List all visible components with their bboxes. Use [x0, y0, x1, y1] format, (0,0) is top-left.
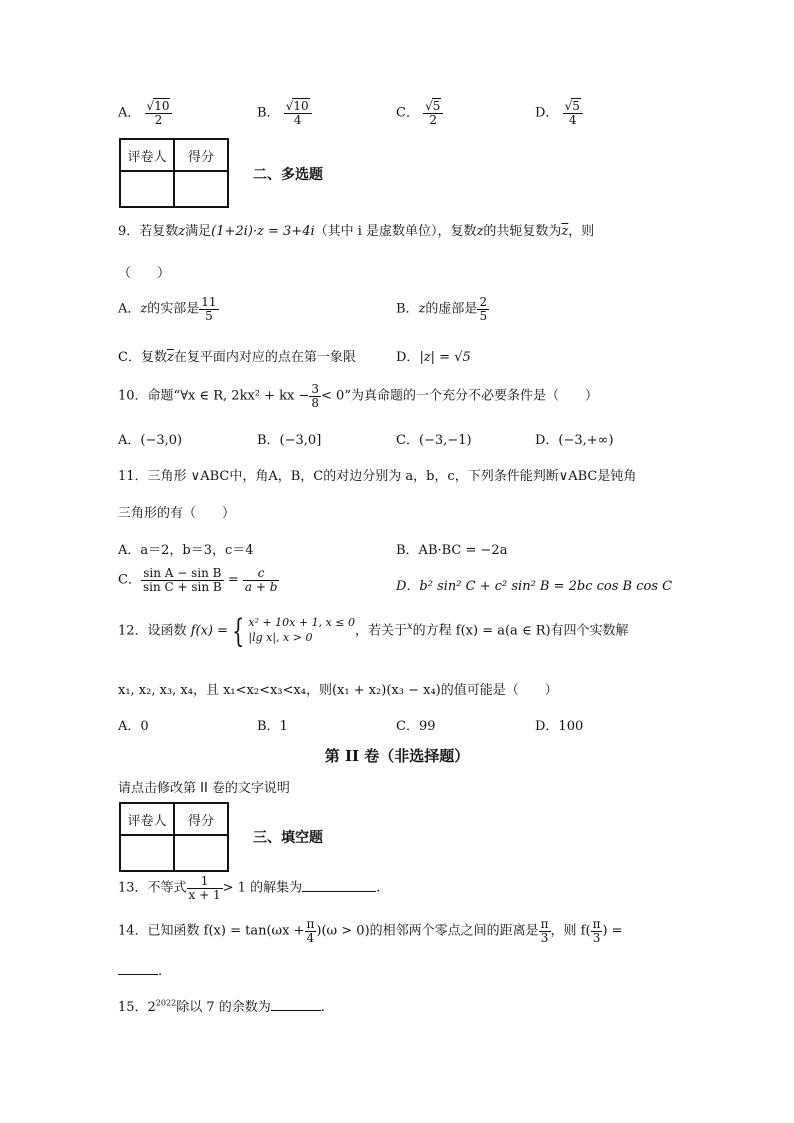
frac-denominator: 3: [540, 930, 549, 945]
exponent: 2022: [155, 998, 177, 1008]
question-13: [118, 875, 380, 901]
text: 9．若复数: [118, 224, 179, 239]
fraction: [141, 567, 224, 593]
question-11-line1: 11．三角形 ∨ABC中，角A，B，C的对边分别为 a，b，c，下列条件能判断∨ABC是钝角: [118, 469, 637, 484]
text: 在复平面内对应的点在第一象限: [173, 350, 356, 365]
answer-blank[interactable]: [271, 998, 321, 1011]
frac-numerator: 5: [432, 99, 441, 113]
frac-numerator: 5: [572, 99, 580, 113]
q11-option-b: B．AB·BC = −2a: [396, 543, 508, 558]
var-z: z: [418, 301, 426, 317]
option-label: D．: [535, 105, 559, 121]
fraction: $\frac{√5}{2}$: [423, 100, 443, 126]
piecewise-cases: [248, 616, 355, 646]
q10-option-b: B．(−3,0]: [257, 433, 322, 448]
question-11-line2: 三角形的有（ ）: [118, 506, 236, 521]
section-title-fill-in: 三、填空题: [253, 830, 323, 846]
text: 10．命题“∀x ∈ R, 2kx² + kx −: [118, 388, 310, 404]
score-table-header-grader: 评卷人: [120, 139, 174, 171]
q12-option-d: D．100: [535, 719, 584, 734]
frac-numerator: π: [540, 917, 549, 931]
fraction: [309, 383, 321, 409]
frac-denominator: 2: [429, 112, 438, 127]
question-12-stem: [118, 612, 629, 650]
text: > 1 的解集为: [222, 880, 303, 896]
q9-option-a: [118, 296, 219, 322]
fraction: $\frac{√5}{4}$: [563, 100, 583, 126]
text: 15．2: [118, 1000, 156, 1015]
score-table: [119, 138, 229, 208]
frac-numerator: 3: [311, 382, 320, 396]
frac-numerator: 1: [187, 875, 223, 889]
text: 14．已知函数 f(x) = tan(ωx +: [118, 923, 305, 939]
fraction: $\frac{√10}{2}$: [145, 100, 173, 126]
text: 的实部是: [147, 301, 200, 317]
frac-denominator: 3: [592, 930, 601, 945]
piece-case-1: x² + 10x + 1, x ≤ 0: [248, 616, 355, 630]
fraction: [591, 918, 603, 944]
equation: |z| = √5: [419, 350, 471, 365]
option-label: A．: [118, 105, 141, 121]
question-15: [118, 996, 325, 1015]
q10-option-a: A．(−3,0): [118, 433, 183, 448]
var-z: z: [178, 224, 186, 239]
q11-option-a: A．a＝2，b＝3，c＝4: [118, 543, 254, 558]
var-zbar: $\overline{z}$: [166, 350, 174, 365]
text: ，则: [568, 224, 595, 239]
frac-numerator: 2: [479, 295, 488, 309]
q9-option-d: [396, 346, 471, 365]
question-10-stem: [118, 383, 598, 409]
frac-denominator: 8: [311, 395, 320, 410]
text: )(ω > 0)的相邻两个零点之间的距离是: [316, 923, 539, 939]
option-label: B．: [396, 301, 419, 317]
frac-numerator: 11: [201, 295, 217, 309]
var-z: z: [476, 224, 484, 239]
text: < 0”为真命题的一个充分不必要条件是（ ）: [321, 388, 598, 404]
q10-option-d: D．(−3,+∞): [535, 433, 614, 448]
piece-case-2: |lg x|, x > 0: [248, 631, 313, 644]
frac-numerator: sin A − sin B: [141, 567, 224, 581]
frac-numerator: π: [306, 917, 315, 931]
frac-numerator: c: [243, 567, 280, 581]
question-14-answer-line: [118, 962, 162, 979]
question-12-line2: x₁, x₂, x₃, x₄，且 x₁<x₂<x₃<x₄，则(x₁ + x₂)(x₃ − x₄)的值可能是（ ）: [118, 683, 558, 698]
part-ii-title: 第 II 卷（非选择题）: [324, 747, 470, 765]
frac-numerator: π: [592, 917, 601, 931]
text: 的虚部是: [425, 301, 478, 317]
score-table-score-cell[interactable]: [174, 835, 228, 871]
option-label: C．: [118, 572, 141, 588]
option-label: D．: [396, 350, 420, 365]
text: ，则 f(: [550, 923, 591, 939]
option-label: B．: [257, 105, 280, 121]
answer-blank[interactable]: [118, 962, 158, 975]
fraction: [477, 296, 489, 322]
fraction: [187, 875, 223, 901]
frac-denominator: 5: [479, 308, 488, 323]
q9-option-b: [396, 296, 489, 322]
option-label: A．: [118, 301, 141, 317]
equation: (1+2i)·z = 3+4i: [211, 224, 315, 239]
score-table-header-grader: 评卷人: [120, 803, 174, 835]
q8-option-c: [396, 100, 443, 126]
frac-numerator: 10: [293, 99, 309, 113]
q8-option-d: [535, 100, 583, 126]
text: .: [158, 964, 163, 979]
text: 的共轭复数为: [483, 224, 562, 239]
q8-option-b: [257, 100, 312, 126]
text: 12．设函数: [118, 623, 187, 639]
frac-denominator: 4: [293, 112, 302, 127]
text: 满足: [185, 224, 212, 239]
q9-option-c: [118, 346, 356, 365]
q10-option-c: C．(−3,−1): [396, 433, 472, 448]
var-zbar: $\overline{z}$: [561, 224, 569, 239]
text: 除以 7 的余数为: [176, 1000, 271, 1015]
frac-denominator: sin C + sin B: [142, 579, 222, 594]
frac-denominator: 2: [154, 112, 163, 127]
var-z: z: [140, 301, 148, 317]
q8-option-a: [118, 100, 172, 126]
option-label: C．: [396, 105, 419, 121]
question-9-paren: （ ）: [118, 266, 171, 281]
frac-denominator: a + b: [244, 579, 278, 594]
score-table-grader-cell[interactable]: [120, 171, 174, 207]
part-ii-note[interactable]: 请点击修改第 II 卷的文字说明: [118, 781, 290, 796]
question-14: [118, 918, 623, 944]
question-9-stem: [118, 220, 594, 239]
q11-option-d: D．b² sin² C + c² sin² B = 2bc cos B cos C: [396, 579, 673, 594]
score-table-header-score: 得分: [174, 803, 228, 835]
fraction: $\frac{√10}{4}$: [284, 100, 312, 126]
fraction: [243, 567, 280, 593]
q12-option-c: C．99: [396, 719, 436, 734]
q12-option-b: B．1: [257, 719, 288, 734]
text: ) =: [602, 923, 623, 939]
score-table: [119, 802, 229, 872]
section-title-multiple-choice: 二、多选题: [253, 167, 323, 183]
frac-numerator: 10: [154, 99, 170, 113]
score-table-grader-cell[interactable]: [120, 835, 174, 871]
fraction: [539, 918, 551, 944]
score-table-header-score: 得分: [174, 139, 228, 171]
left-brace-icon: {: [232, 612, 245, 650]
answer-blank[interactable]: [302, 879, 376, 892]
text: 13．不等式: [118, 880, 187, 896]
fraction: [199, 296, 218, 322]
text: （其中 i 是虚数单位），复数: [314, 224, 477, 239]
frac-denominator: x + 1: [188, 887, 221, 902]
text: ，若关于: [355, 623, 408, 639]
q11-option-c: C． $\frac{\text{sin A − sin B}}{\text{sin C + sin B}}$ = $\frac{c}{a + b}$: [118, 566, 278, 594]
frac-denominator: 4: [568, 112, 577, 127]
text: .: [320, 1000, 325, 1015]
frac-denominator: 4: [306, 930, 315, 945]
frac-denominator: 5: [205, 308, 213, 323]
fraction: [305, 918, 317, 944]
function-name: f(x) =: [190, 623, 228, 639]
var-x: x: [407, 621, 413, 633]
text: 的方程 f(x) = a(a ∈ R)有四个实数解: [412, 623, 629, 639]
score-table-score-cell[interactable]: [174, 171, 228, 207]
text: .: [376, 880, 381, 896]
q12-option-a: A．0: [118, 719, 149, 734]
text: C．复数: [118, 350, 167, 365]
